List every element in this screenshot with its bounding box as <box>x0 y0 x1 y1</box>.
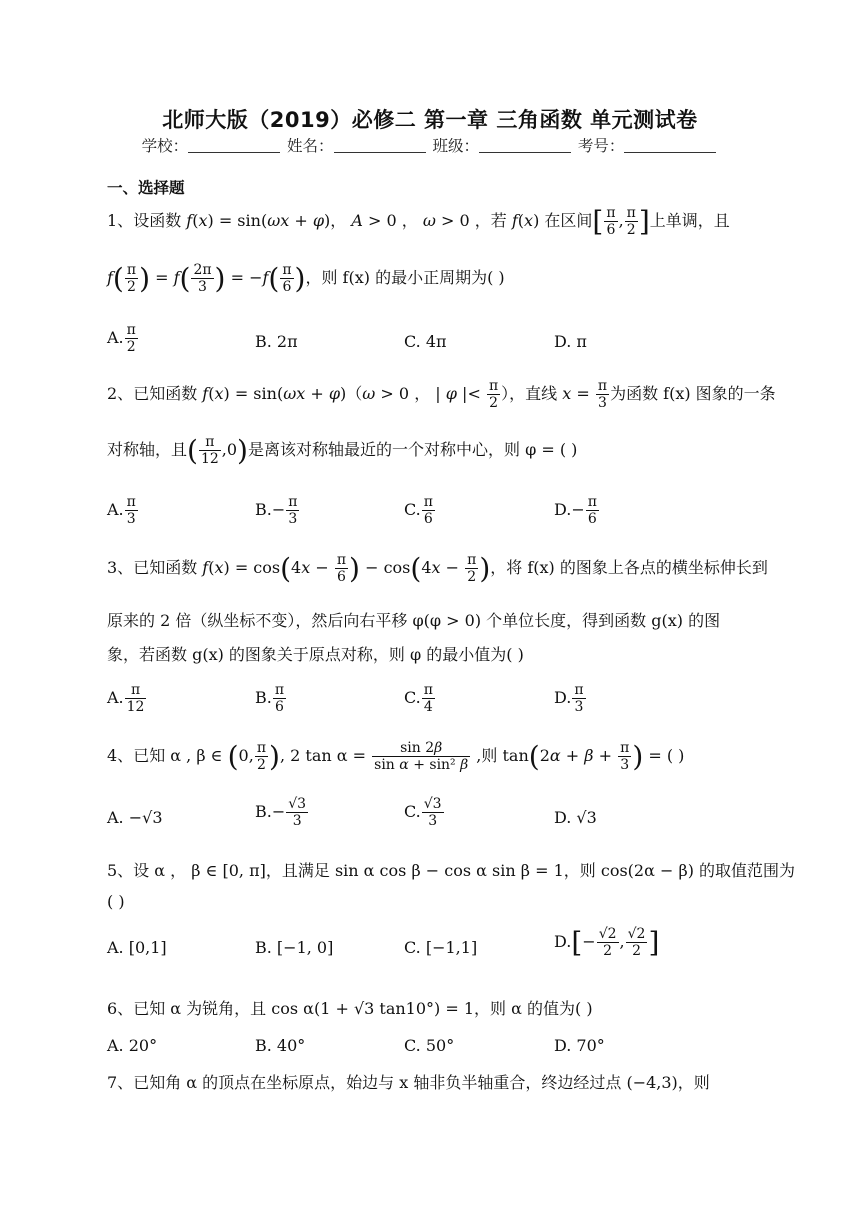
option-b[interactable]: B.− $\frac{√3}{3}$ <box>255 796 307 830</box>
class-label: 班级： <box>432 137 479 155</box>
option-c[interactable]: C. $\frac{\pi}{4}$ <box>404 682 433 716</box>
option-b[interactable]: B. 40° <box>255 1036 306 1055</box>
question-4-options <box>107 796 747 836</box>
option-c[interactable]: C. 50° <box>404 1036 455 1055</box>
number-blank <box>624 138 716 153</box>
question-5-line-1: 5、设 α ， β ∈ [0, π]，且满足 sin α cos β − cos α sin β = 1，则 cos(2α − β) 的取值范围为 <box>107 861 796 880</box>
class-blank <box>479 138 571 153</box>
option-a[interactable]: A. [0,1] <box>107 938 167 957</box>
option-d[interactable]: D.[− $\frac{√2}{2}$ , $\frac{√2}{2}$ ] <box>554 926 660 960</box>
question-2-line-1: 2、已知函数 f(x) = sin(ωx + φ)（ω > 0 ， | φ |< $\frac{\pi}{2}$ ），直线 x = $\frac{\pi}{3}$ 为函数 f(x) 图象的一条 <box>107 378 776 412</box>
option-d[interactable]: D. $\frac{\pi}{3}$ <box>554 682 584 716</box>
section-heading: 一、选择题 <box>107 179 185 197</box>
question-3-options <box>107 682 747 722</box>
option-a[interactable]: A. $\frac{\pi}{3}$ <box>107 494 136 528</box>
option-b[interactable]: B. [−1, 0] <box>255 938 334 957</box>
number-label: 考号： <box>577 137 625 155</box>
question-3-line-1: 3、已知函数 f(x) = cos(4x − $\frac{\pi}{6}$ ) − cos(4x − $\frac{\pi}{2}$ )，将 f(x) 的图象上各点的横坐标伸长到 <box>107 552 768 586</box>
option-d[interactable]: D.− $\frac{\pi}{6}$ <box>554 494 597 528</box>
option-a[interactable]: A. 20° <box>107 1036 158 1055</box>
question-2-options <box>107 494 747 534</box>
school-blank <box>188 138 280 153</box>
option-c[interactable]: C. $\frac{√3}{3}$ <box>404 796 442 830</box>
name-blank <box>334 138 426 153</box>
option-a[interactable]: A. $\frac{\pi}{12}$ <box>107 682 145 716</box>
option-d[interactable]: D. √3 <box>554 808 597 827</box>
option-b[interactable]: B. $\frac{\pi}{6}$ <box>255 682 285 716</box>
option-a[interactable]: A. −√3 <box>107 808 163 827</box>
option-c[interactable]: C. $\frac{\pi}{6}$ <box>404 494 433 528</box>
question-1-options <box>107 322 747 362</box>
option-d[interactable]: D. 70° <box>554 1036 605 1055</box>
school-label: 学校： <box>141 137 189 155</box>
page-title: 北师大版（2019）必修二 第一章 三角函数 单元测试卷 <box>162 108 698 132</box>
option-c[interactable]: C. [−1,1] <box>404 938 478 957</box>
name-label: 姓名： <box>287 137 334 155</box>
option-a[interactable]: A. $\frac{\pi}{2}$ <box>107 322 136 356</box>
question-5-line-2: ( ) <box>107 892 125 911</box>
option-d[interactable]: D. π <box>554 332 587 351</box>
question-1-line-2: f( $\frac{\pi}{2}$ ) = f( $\frac{2\pi}{3}$ ) = −f( $\frac{\pi}{6}$ )，则 f(x) 的最小正周期为( ) <box>107 262 505 296</box>
question-3-line-2: 原来的 2 倍（纵坐标不变），然后向右平移 φ(φ > 0) 个单位长度，得到函数 g(x) 的图 <box>107 611 721 630</box>
question-7-line-1: 7、已知角 α 的顶点在坐标原点，始边与 x 轴非负半轴重合，终边经过点 (−4,3)，则 <box>107 1073 710 1092</box>
question-5-options <box>107 926 747 966</box>
question-1-line-1: 1、设函数 f(x) = sin(ωx + φ)， A > 0 ， ω > 0 ，若 f(x) 在区间[ $\frac{\pi}{6}$ , $\frac{\pi}{2}$ ]上单调，且 <box>107 205 730 239</box>
question-6-line-1: 6、已知 α 为锐角，且 cos α(1 + √3 tan10°) = 1，则 α 的值为( ) <box>107 999 593 1018</box>
student-info-line <box>0 134 860 156</box>
option-b[interactable]: B. 2π <box>255 332 298 351</box>
option-c[interactable]: C. 4π <box>404 332 447 351</box>
option-b[interactable]: B.− $\frac{\pi}{3}$ <box>255 494 298 528</box>
question-2-line-2: 对称轴，且( $\frac{\pi}{12}$ ,0)是离该对称轴最近的一个对称中心，则 φ = ( ) <box>107 434 578 468</box>
question-3-line-3: 象，若函数 g(x) 的图象关于原点对称，则 φ 的最小值为( ) <box>107 645 524 664</box>
question-4-line-1: 4、已知 α , β ∈ (0, $\frac{\pi}{2}$ ), 2 tan α = $\frac{\sin 2\beta}{\text{sin α + sin² β}}$ ,则 tan(2α + β + $\frac{\pi}{3}$ ) = ( ) <box>107 740 685 774</box>
